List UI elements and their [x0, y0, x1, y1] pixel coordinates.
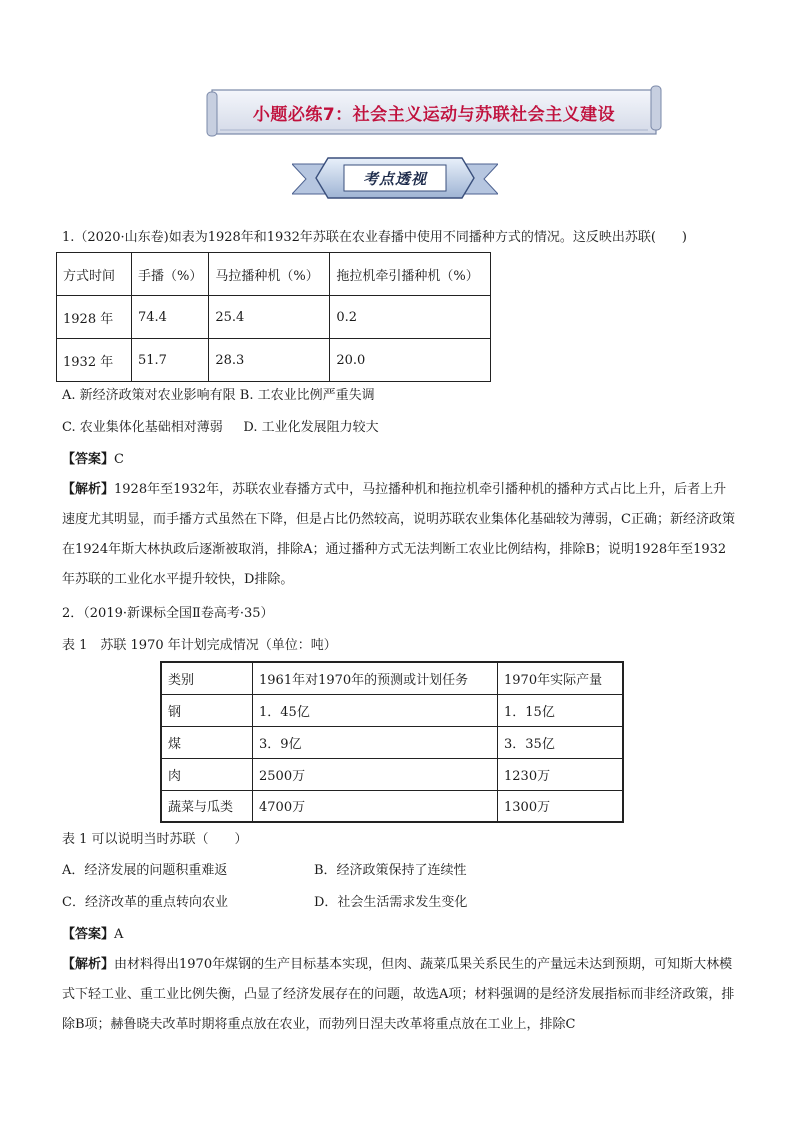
table-cell: 0.2 [330, 296, 491, 339]
table-header-cell: 类别 [161, 662, 253, 694]
q1-table [56, 252, 491, 382]
analysis-text: 由材料得出1970年煤钢的生产目标基本实现，但肉、蔬菜瓜果关系民生的产量远未达到预期，可知斯大林模式下轻工业、重工业比例失衡，凸显了经济发展存在的问题，故选A项；材料强调的是经济发展指标而非经济政策，排除B项；赫鲁晓夫改革时期将重点放在农业，而勃列日涅夫改革将重点放在工业上，排除C [62, 957, 735, 1032]
table-cell: 1．45亿 [253, 694, 498, 726]
table-row [161, 758, 623, 790]
analysis-label: 【解析】 [62, 482, 115, 497]
table-cell: 3．35亿 [498, 726, 624, 758]
section-banner [292, 156, 498, 200]
q1-answer [62, 450, 124, 470]
table-cell: 煤 [161, 726, 253, 758]
q2-options-row-1 [62, 861, 738, 881]
table-header-cell: 手播（%） [132, 253, 209, 296]
table-cell: 51.7 [132, 339, 209, 382]
table-header-cell: 拖拉机牵引播种机（%） [330, 253, 491, 296]
table-cell: 钢 [161, 694, 253, 726]
table-cell: 20.0 [330, 339, 491, 382]
option-c: C. 农业集体化基础相对薄弱 [62, 420, 223, 435]
table-cell: 3．9亿 [253, 726, 498, 758]
table-header-cell: 1961年对1970年的预测或计划任务 [253, 662, 498, 694]
page-title: 小题必练7：社会主义运动与苏联社会主义建设 [252, 104, 616, 125]
table-cell: 1300万 [498, 790, 624, 822]
option-a: A．经济发展的问题积重难返 [62, 863, 228, 878]
table-header-cell: 方式时间 [57, 253, 132, 296]
answer-label: 【答案】 [62, 452, 115, 467]
answer-value: C [114, 452, 124, 467]
analysis-label: 【解析】 [62, 957, 115, 972]
option-c: C．经济改革的重点转向农业 [62, 895, 228, 910]
answer-value: A [114, 927, 124, 942]
table-cell: 74.4 [132, 296, 209, 339]
table-header-cell: 马拉播种机（%） [209, 253, 330, 296]
option-d: D．社会生活需求发生变化 [314, 895, 468, 910]
q2-stem: 2．（2019·新课标全国Ⅱ卷高考·35） [62, 606, 274, 621]
table-header-row [161, 662, 623, 694]
table-cell: 肉 [161, 758, 253, 790]
title-scroll [206, 84, 662, 140]
table-row [57, 296, 491, 339]
table-cell: 1．15亿 [498, 694, 624, 726]
q2-question: 表 1 可以说明当时苏联（ ） [62, 832, 248, 847]
table-header-cell: 1970年实际产量 [498, 662, 624, 694]
q2-options-row-2 [62, 893, 738, 913]
q2-table [160, 661, 624, 823]
q2-analysis [62, 950, 738, 1040]
option-a: A. 新经济政策对农业影响有限 [62, 388, 236, 403]
q1-options-row-2 [62, 418, 379, 438]
q1-analysis [62, 475, 738, 595]
table-cell: 2500万 [253, 758, 498, 790]
table-cell: 1928 年 [57, 296, 132, 339]
table-header-row [57, 253, 491, 296]
table-row [161, 790, 623, 822]
q1-stem: 1.（2020·山东卷)如表为1928年和1932年苏联在农业春播中使用不同播种方式的情况。这反映出苏联( ) [62, 230, 688, 245]
table-cell: 1230万 [498, 758, 624, 790]
table-cell: 25.4 [209, 296, 330, 339]
q2-answer [62, 925, 123, 945]
analysis-text: 1928年至1932年，苏联农业春播方式中，马拉播种机和拖拉机牵引播种机的播种方式占比上升，后者上升速度尤其明显，而手播方式虽然在下降，但是占比仍然较高，说明苏联农业集体化基础较为薄弱，C正确；新经济政策在1924年斯大林执政后逐渐被取消，排除A；通过播种方式无法判断工农业比例结构，排除B；说明1928年至1932年苏联的工业化水平提升较快，D排除。 [62, 482, 735, 587]
banner-label: 考点透视 [362, 169, 427, 188]
q2-table-caption: 表 1 苏联 1970 年计划完成情况（单位：吨） [62, 638, 337, 653]
answer-label: 【答案】 [62, 927, 115, 942]
table-cell: 28.3 [209, 339, 330, 382]
table-row [161, 726, 623, 758]
table-cell: 4700万 [253, 790, 498, 822]
table-cell: 1932 年 [57, 339, 132, 382]
option-b: B. 工农业比例严重失调 [239, 388, 375, 403]
table-row [161, 694, 623, 726]
table-row [57, 339, 491, 382]
option-b: B．经济政策保持了连续性 [314, 863, 467, 878]
table-cell: 蔬菜与瓜类 [161, 790, 253, 822]
q1-options-row-1 [62, 386, 375, 406]
option-d: D. 工业化发展阻力较大 [243, 420, 379, 435]
